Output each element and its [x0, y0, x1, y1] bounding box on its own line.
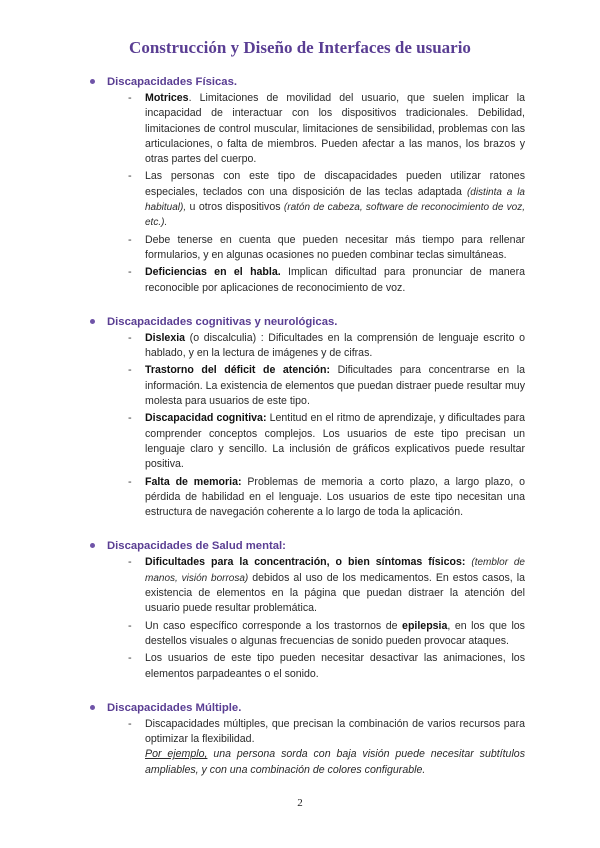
list-item: - Discapacidad cognitiva: Lentitud en el ritmo de aprendizaje, y dificultades para comprender conceptos complejos. Los usuarios de este tipo precisan un lenguaje claro y sencillo. La inclusión de gráficos explicativos puede resultar positiva.	[128, 412, 526, 471]
section-heading: Discapacidades Múltiple.	[0, 700, 600, 716]
list-item: - Dislexia (o discalculia) : Dificultades en la comprensión de lenguaje escrito o hablado, y en la lectura de imágenes y de cifras.	[128, 331, 525, 360]
section-multiple	[0, 700, 600, 778]
list-item: - Debe tenerse en cuenta que pueden necesitar más tiempo para rellenar formularios, y en algunas ocasiones no pueden combinar teclas simultáneas.	[128, 233, 525, 261]
dash-icon: -	[128, 364, 132, 377]
list-item: - Las personas con este tipo de discapacidades pueden utilizar ratones especiales, teclados con una disposición de las teclas adaptada (distinta a la habitual), u otros dispositivos (ratón de cabeza, software de reconocimiento de voz, etc.).	[128, 170, 525, 229]
dash-icon: -	[128, 619, 132, 632]
section-fisicas	[0, 74, 600, 296]
dash-icon: -	[128, 170, 132, 183]
section-salud-mental	[0, 538, 600, 681]
dash-icon: -	[128, 652, 132, 665]
page-title: Construcción y Diseño de Interfaces de usuario	[129, 38, 471, 57]
dash-icon: -	[128, 266, 132, 279]
list-item: - Un caso específico corresponde a los trastornos de epilepsia, en los que los destellos visuales o algunas frecuencias de sonido pueden provocar ataques.	[128, 619, 525, 647]
dash-icon: -	[128, 92, 132, 104]
dash-icon: -	[128, 331, 132, 344]
section-heading: Discapacidades cognitivas y neurológicas.	[0, 314, 600, 330]
section-heading: Discapacidades Físicas.	[0, 74, 600, 90]
list-item: - Deficiencias en el habla. Implican dificultad para pronunciar de manera reconocible por aplicaciones de reconocimiento de voz.	[128, 266, 525, 294]
list-item: - Motrices. Limitaciones de movilidad del usuario, que suelen implicar la incapacidad de interactuar con los dispositivos tradicionales. Debilidad, limitaciones de control muscular, limitaciones de sensibilidad, problemas con las articulaciones, o falta de miembros. Pueden afectar a las manos, los brazos y otras partes del cuerpo.	[128, 92, 525, 166]
bullet-icon	[90, 543, 95, 548]
dash-icon: -	[128, 717, 132, 730]
document-body	[0, 74, 600, 780]
bullet-icon	[90, 319, 95, 324]
list-item: - Trastorno del déficit de atención: Dificultades para concentrarse en la información. La existencia de elementos que puedan distraer puede resultar muy molesta para usuarios de este tipo.	[128, 364, 525, 408]
example-text: Por ejemplo, una persona sorda con baja visión puede necesitar subtítulos ampliables, y con una combinación de colores configurable.	[145, 748, 525, 776]
dash-icon: -	[128, 233, 132, 246]
bullet-icon	[90, 705, 95, 710]
list-item: - Dificultades para la concentración, o bien síntomas físicos: (temblor de manos, visión borrosa) debidos al uso de los medicamentos. En estos casos, la existencia de elementos en la página que puedan distraer la atención del usuario puede resultar problemática.	[128, 556, 525, 615]
page-number: 2	[297, 797, 303, 809]
section-heading: Discapacidades de Salud mental:	[0, 538, 600, 554]
dash-icon: -	[128, 475, 132, 488]
list-item: - Los usuarios de este tipo pueden necesitar desactivar las animaciones, los elementos parpadeantes o el sonido.	[128, 652, 525, 680]
dash-icon: -	[128, 412, 132, 425]
dash-icon: -	[128, 556, 132, 569]
list-item: - Falta de memoria: Problemas de memoria a corto plazo, a largo plazo, o pérdida de habilidad en el lenguaje. Los usuarios de este tipo necesitan una estructura de navegación coherente a lo largo de toda la aplicación.	[128, 475, 525, 519]
section-cognitivas	[0, 314, 600, 521]
bullet-icon	[90, 79, 95, 84]
list-item: - Discapacidades múltiples, que precisan la combinación de varios recursos para optimizar la flexibilidad. Por ejemplo, una persona sorda con baja visión puede necesitar subtítulos ampliables, y con una combinación de colores configurable.	[0, 717, 600, 778]
